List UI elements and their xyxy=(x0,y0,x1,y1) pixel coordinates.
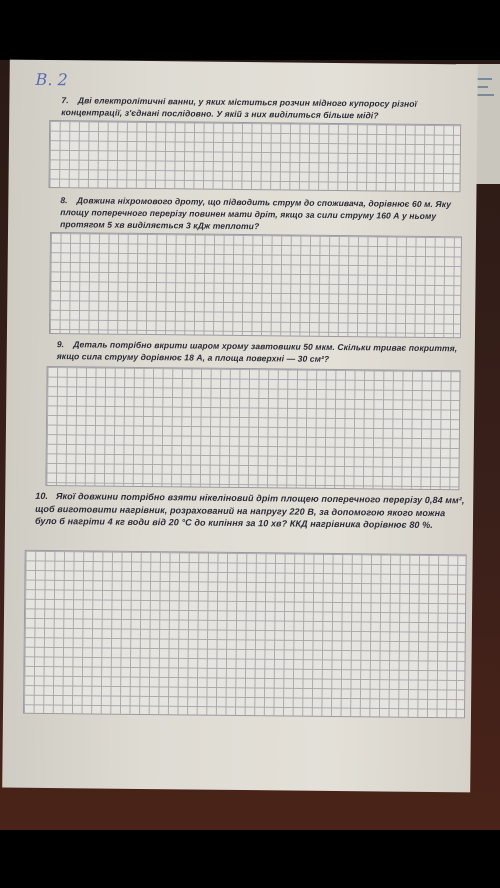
task-number: 10. xyxy=(35,490,49,501)
task-9 xyxy=(57,338,462,366)
task-text: Якої довжини потрібно взяти нікеліновий дріт площею поперечного перерізу 0,84 мм², щоб виготовити нагрівник, розрахований на напругу 220 В, за допомогою якого можна було б нагріти 4 кг води від 20 °С до кипіння за 10 хв? ККД нагрівника дорівнює 80 %. xyxy=(34,491,465,531)
handwritten-variant-mark: В. 2 xyxy=(35,69,68,90)
task-text: Деталь потрібно вкрити шаром хрому завтовшки 50 мкм. Скільки триває покриття, якщо сила струму дорівнює 18 А, а площа поверхні — 30 см²? xyxy=(56,339,458,364)
task-number: 9. xyxy=(56,339,65,350)
answer-grid-10[interactable] xyxy=(23,550,467,719)
answer-grid-9[interactable] xyxy=(45,366,460,490)
task-text: Довжина ніхромового дроту, що підводить струм до споживача, дорівнює 60 м. Яку площу поперечного перерізу повинен мати дріт, якщо за сили струму 160 А у ньому протягом 5 хв виділяється 3 кДж теплоти? xyxy=(60,195,452,232)
task-text: Дві електролітичні ванни, у яких міститься розчин мідного купоросу різної концентрації, з'єднані послідовно. У якій з них виділиться більше міді? xyxy=(61,95,418,121)
task-10 xyxy=(35,490,465,532)
answer-grid-7[interactable] xyxy=(48,120,461,192)
task-8 xyxy=(60,194,465,234)
task-7 xyxy=(61,94,466,122)
worksheet-page xyxy=(2,60,478,793)
task-number: 7. xyxy=(61,95,69,106)
task-number: 8. xyxy=(60,195,68,206)
answer-grid-8[interactable] xyxy=(49,232,462,338)
